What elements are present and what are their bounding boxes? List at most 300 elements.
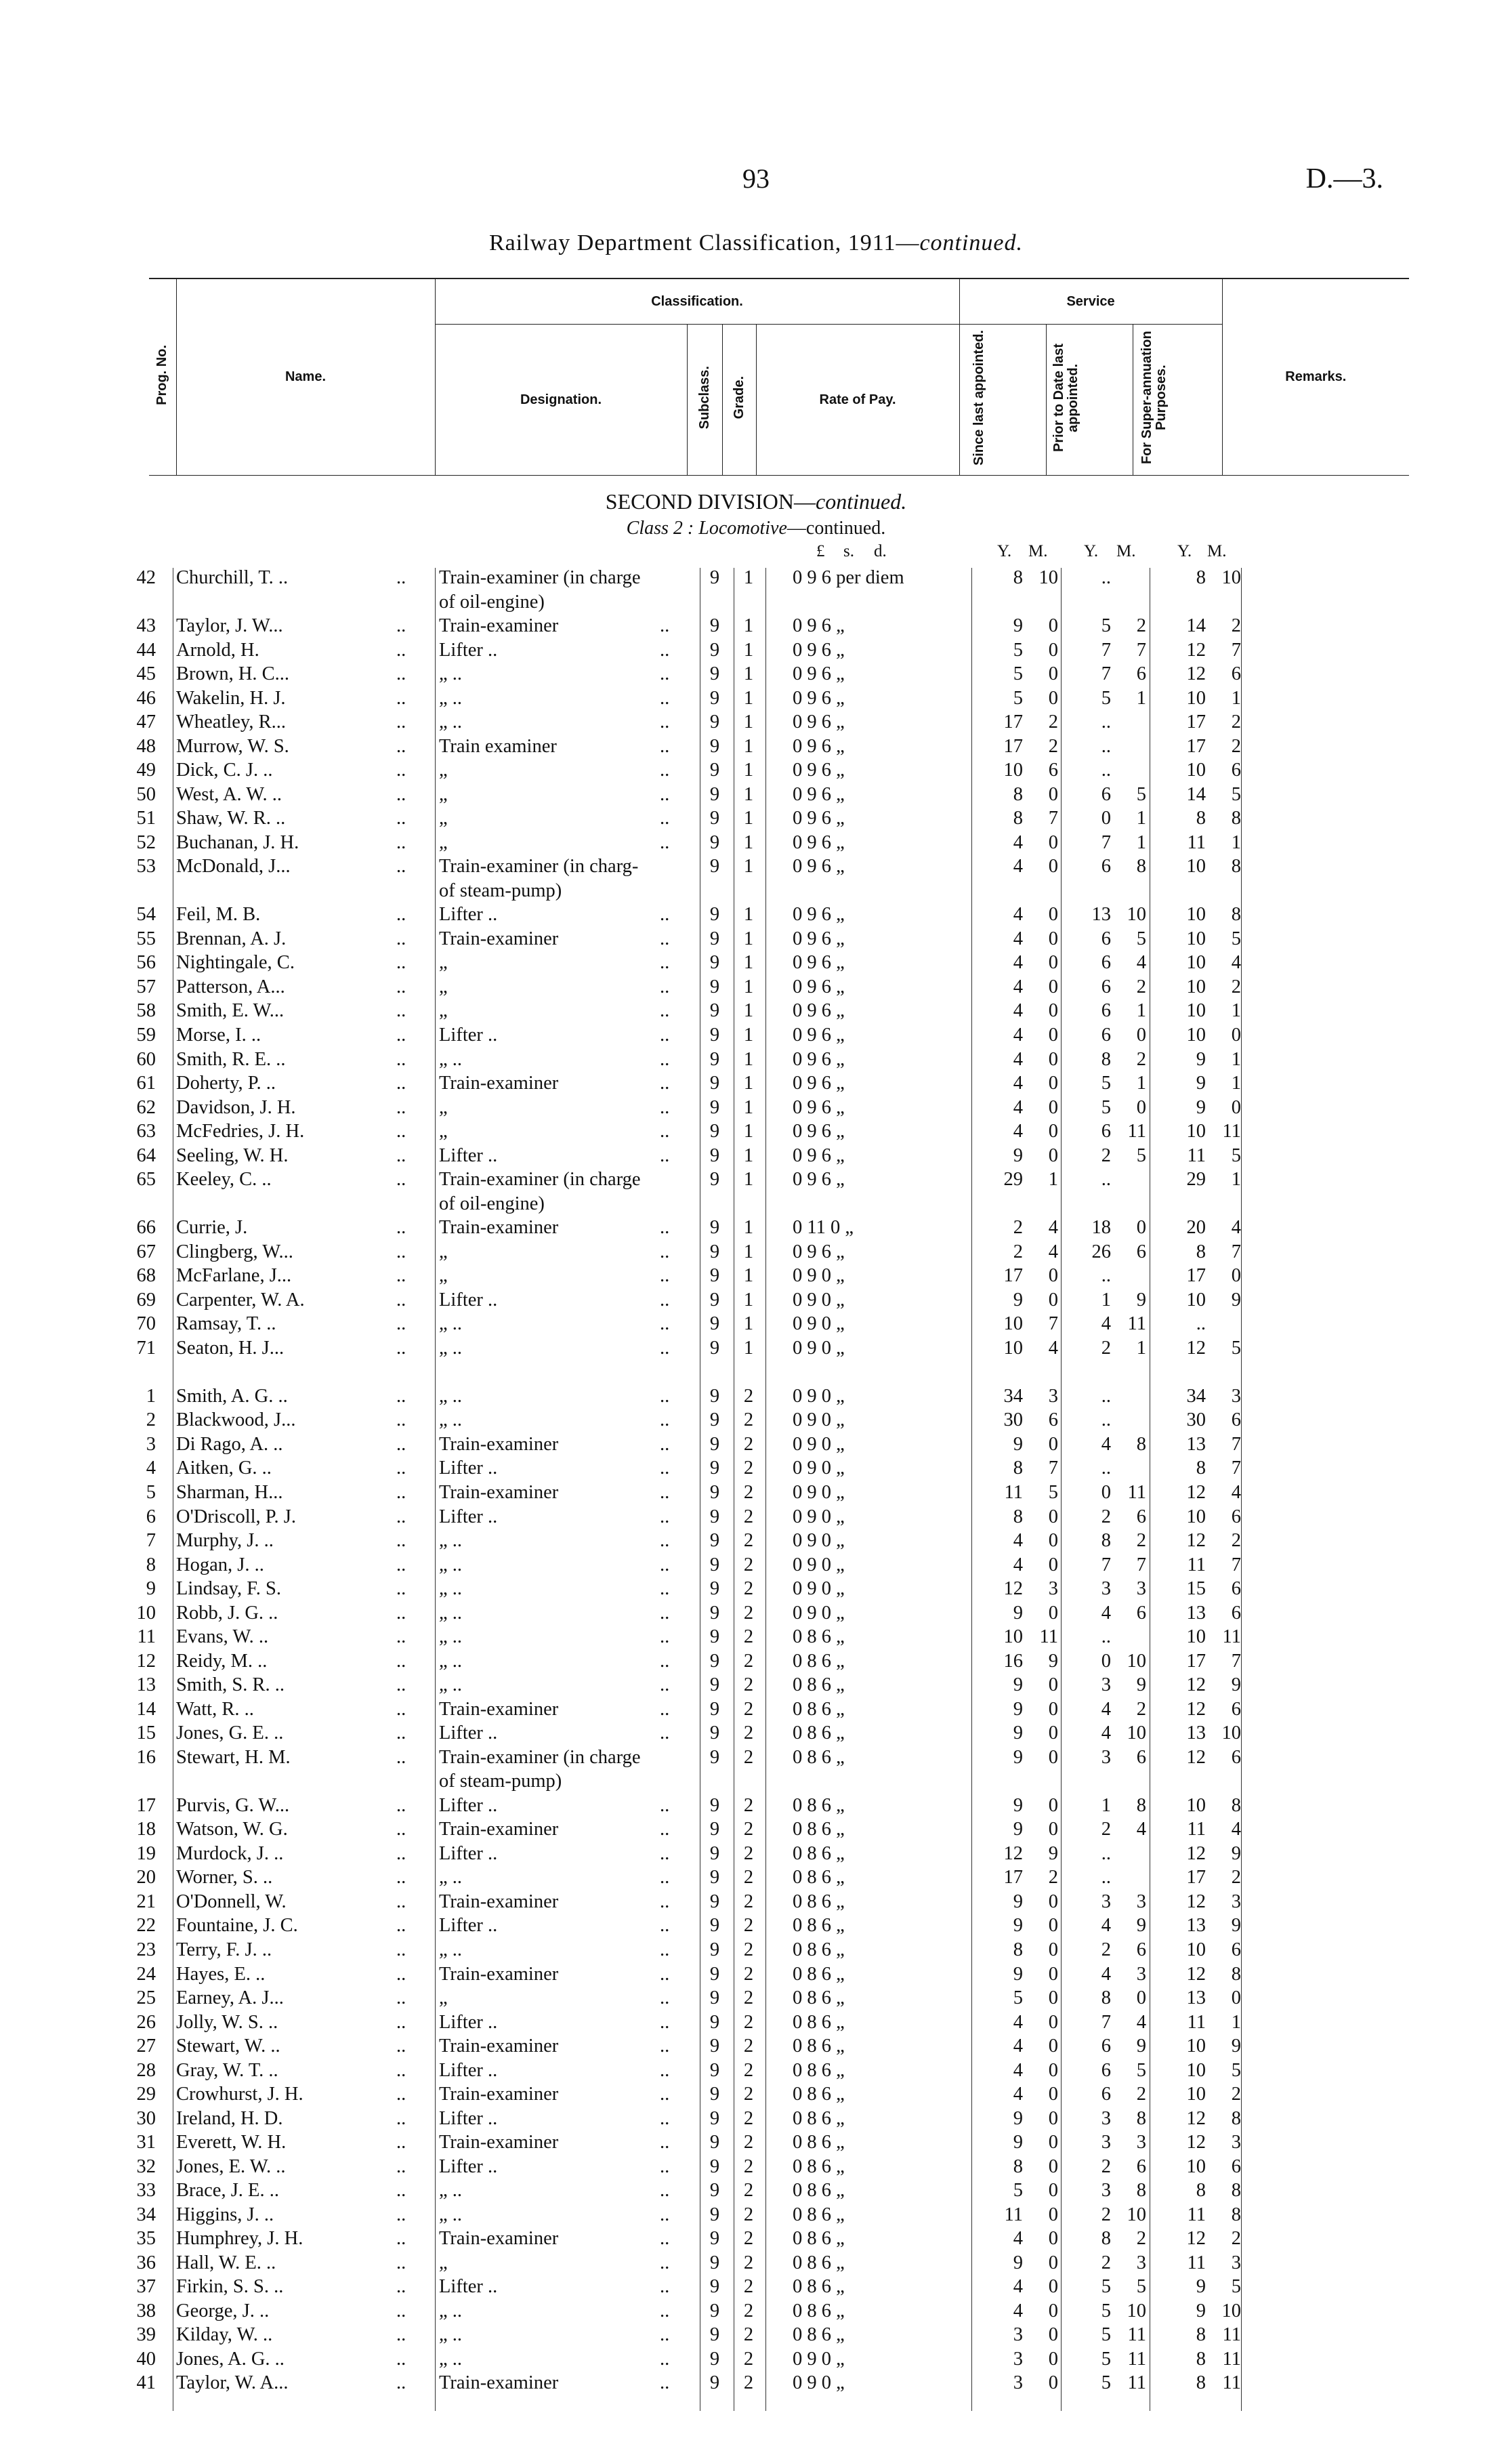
prog-no: 57: [136, 976, 156, 997]
prior-months: 1: [1136, 1073, 1146, 1094]
prog-no: 61: [136, 1073, 156, 1094]
rate-of-pay: 0 8 6 „: [793, 1794, 845, 1816]
grade: 2: [743, 2084, 754, 2105]
name-leader: ..: [396, 2300, 406, 2321]
super-years: 12: [1186, 2107, 1206, 2129]
super-years: 13: [1186, 1915, 1206, 1937]
since-years: 3: [1013, 2372, 1023, 2394]
employee-name: Hayes, E. ..: [176, 1963, 266, 1985]
since-years: 4: [1013, 2036, 1023, 2057]
since-years: 9: [1013, 1819, 1023, 1840]
employee-name: Dick, C. J. ..: [176, 760, 273, 781]
designation: Train-examiner (in charge: [439, 567, 641, 588]
prior-months: 10: [1127, 2300, 1146, 2321]
since-years: 29: [1003, 1169, 1023, 1191]
prior-months: 10: [1127, 1650, 1146, 1672]
prior-years: ..: [1101, 735, 1111, 757]
prog-no: 38: [136, 2300, 156, 2321]
grade: 2: [743, 2036, 754, 2057]
prior-months: 8: [1136, 1433, 1146, 1455]
designation: „ ..: [439, 1626, 463, 1648]
rate-of-pay: 0 9 6 „: [793, 808, 845, 829]
designation-leader: ..: [660, 760, 670, 781]
designation: „: [439, 760, 448, 781]
employee-name: Feil, M. B.: [176, 904, 261, 926]
since-months: 0: [1048, 904, 1058, 926]
super-months: 4: [1231, 1482, 1241, 1503]
employee-name: Firkin, S. S. ..: [176, 2276, 284, 2298]
designation: „ ..: [439, 1867, 463, 1888]
designation: Train-examiner: [439, 1963, 559, 1985]
super-months: 4: [1231, 1217, 1241, 1239]
subclass: 9: [709, 1265, 720, 1287]
header-rate-of-pay: Rate of Pay.: [756, 325, 959, 476]
super-years: 13: [1186, 1722, 1206, 1744]
designation: Train examiner: [439, 735, 557, 757]
unit-months-since: M.: [1028, 542, 1048, 560]
prog-no: 35: [136, 2228, 156, 2250]
prog-no: 39: [136, 2324, 156, 2346]
designation-leader: ..: [660, 2107, 670, 2129]
prior-years: 8: [1101, 1048, 1111, 1070]
designation: „ ..: [439, 663, 463, 685]
designation-leader: ..: [660, 1385, 670, 1407]
prior-years: 8: [1101, 1987, 1111, 2009]
since-years: 9: [1013, 1674, 1023, 1696]
prior-months: 0: [1136, 1025, 1146, 1046]
prior-years: 13: [1091, 904, 1111, 926]
grade: 2: [743, 1506, 754, 1527]
designation-leader: ..: [660, 928, 670, 949]
prog-no: 56: [136, 952, 156, 974]
name-leader: ..: [396, 2155, 406, 2177]
grade: 2: [743, 1458, 754, 1479]
prior-years: 4: [1101, 1313, 1111, 1335]
grade: 2: [743, 2348, 754, 2370]
name-leader: ..: [396, 1915, 406, 1937]
grade: 1: [743, 1241, 754, 1262]
since-months: 0: [1048, 2276, 1058, 2298]
designation-leader: ..: [660, 615, 670, 637]
super-months: 6: [1231, 1602, 1241, 1624]
designation-leader: ..: [660, 1025, 670, 1046]
grade: 2: [743, 1554, 754, 1575]
prior-months: 2: [1136, 2084, 1146, 2105]
designation-leader: ..: [660, 1000, 670, 1022]
since-months: 0: [1048, 1506, 1058, 1527]
designation: „ ..: [439, 1554, 463, 1575]
super-years: 12: [1186, 1482, 1206, 1503]
subclass: 9: [709, 1000, 720, 1022]
designation: „ ..: [439, 1313, 463, 1335]
grade: 1: [743, 1144, 754, 1166]
since-months: 2: [1048, 711, 1058, 733]
designation: Lifter ..: [439, 1144, 498, 1166]
designation-leader: ..: [660, 1289, 670, 1310]
subclass: 9: [709, 2252, 720, 2273]
subclass: 9: [709, 2180, 720, 2202]
super-months: 0: [1231, 1096, 1241, 1118]
designation: Train-examiner (in charg-: [439, 856, 639, 878]
since-months: 0: [1048, 1073, 1058, 1094]
super-months: 5: [1231, 1144, 1241, 1166]
designation: Train-examiner: [439, 2132, 559, 2153]
rate-of-pay: 0 8 6 „: [793, 1698, 845, 1720]
name-leader: ..: [396, 1458, 406, 1479]
prior-months: 11: [1127, 2372, 1146, 2394]
rate-of-pay: 0 9 6 „: [793, 711, 845, 733]
super-years: 10: [1186, 1939, 1206, 1960]
prog-no: 17: [136, 1794, 156, 1816]
designation-leader: ..: [660, 2059, 670, 2081]
super-years: 15: [1186, 1578, 1206, 1600]
super-years: 9: [1196, 2300, 1206, 2321]
super-months: 7: [1231, 1241, 1241, 1262]
subclass: 9: [709, 1530, 720, 1552]
designation-leader: ..: [660, 1842, 670, 1864]
designation: „: [439, 1121, 448, 1142]
subclass: 9: [709, 615, 720, 637]
since-months: 0: [1048, 1939, 1058, 1960]
rate-of-pay: 0 9 6 „: [793, 952, 845, 974]
employee-name: Murphy, J. ..: [176, 1530, 274, 1552]
super-months: 5: [1231, 783, 1241, 805]
designation-leader: ..: [660, 831, 670, 853]
super-years: 11: [1187, 1554, 1206, 1575]
super-years: 12: [1186, 1963, 1206, 1985]
employee-name: Smith, R. E. ..: [176, 1048, 286, 1070]
super-months: 3: [1231, 2252, 1241, 2273]
prior-years: ..: [1101, 1385, 1111, 1407]
since-years: 9: [1013, 1602, 1023, 1624]
prog-no: 16: [136, 1746, 156, 1768]
super-years: 12: [1186, 639, 1206, 661]
header-subclass: Subclass.: [687, 325, 722, 476]
super-years: 29: [1186, 1169, 1206, 1191]
employee-name: Worner, S. ..: [176, 1867, 273, 1888]
since-months: 2: [1048, 735, 1058, 757]
prog-no: 20: [136, 1867, 156, 1888]
prior-years: ..: [1101, 1169, 1111, 1191]
name-leader: ..: [396, 1433, 406, 1455]
designation: Lifter ..: [439, 1842, 498, 1864]
designation-leader: ..: [660, 1963, 670, 1985]
name-leader: ..: [396, 1289, 406, 1310]
name-leader: ..: [396, 1554, 406, 1575]
prior-months: 11: [1127, 1121, 1146, 1142]
subclass: 9: [709, 2084, 720, 2105]
rate-of-pay: 0 9 0 „: [793, 1458, 845, 1479]
since-years: 9: [1013, 1963, 1023, 1985]
subclass: 9: [709, 928, 720, 949]
super-months: 0: [1231, 1265, 1241, 1287]
rate-of-pay: 0 8 6 „: [793, 2155, 845, 2177]
super-years: 13: [1186, 1987, 1206, 2009]
since-years: 9: [1013, 2132, 1023, 2153]
since-months: 0: [1048, 976, 1058, 997]
since-years: 8: [1013, 783, 1023, 805]
name-leader: ..: [396, 1096, 406, 1118]
name-leader: ..: [396, 856, 406, 878]
prior-years: 6: [1101, 952, 1111, 974]
grade: 2: [743, 1650, 754, 1672]
subclass: 9: [709, 1915, 720, 1937]
prior-months: 2: [1136, 1530, 1146, 1552]
prior-years: 1: [1101, 1289, 1111, 1310]
designation: Lifter ..: [439, 1794, 498, 1816]
designation-leader: ..: [660, 1867, 670, 1888]
super-months: 11: [1222, 1626, 1241, 1648]
designation: Lifter ..: [439, 1025, 498, 1046]
designation: „ ..: [439, 687, 463, 709]
grade: 2: [743, 2132, 754, 2153]
rate-of-pay: 0 9 6 „: [793, 735, 845, 757]
prog-no: 6: [146, 1506, 156, 1527]
designation: „ ..: [439, 2324, 463, 2346]
name-leader: ..: [396, 1482, 406, 1503]
header-classification: Classification.: [435, 278, 959, 325]
prior-months: 10: [1127, 1722, 1146, 1744]
prior-years: 4: [1101, 1433, 1111, 1455]
designation: „ ..: [439, 1939, 463, 1960]
designation: „: [439, 831, 448, 853]
super-years: 12: [1186, 1337, 1206, 1359]
designation: Train-examiner: [439, 1073, 559, 1094]
employee-name: McFarlane, J...: [176, 1265, 292, 1287]
super-months: 8: [1231, 2180, 1241, 2202]
grade: 2: [743, 1385, 754, 1407]
since-months: 0: [1048, 2372, 1058, 2394]
name-leader: ..: [396, 2011, 406, 2033]
prog-no: 5: [146, 1482, 156, 1503]
designation-leader: ..: [660, 1458, 670, 1479]
prog-no: 70: [136, 1313, 156, 1335]
prog-no: 31: [136, 2132, 156, 2153]
prog-no: 21: [136, 1891, 156, 1912]
employee-name: McFedries, J. H.: [176, 1121, 305, 1142]
unit-years-super: Y.: [1177, 542, 1192, 560]
super-months: 1: [1231, 687, 1241, 709]
since-years: 8: [1013, 2155, 1023, 2177]
super-years: 17: [1186, 711, 1206, 733]
subclass: 9: [709, 1169, 720, 1191]
name-leader: ..: [396, 1337, 406, 1359]
since-months: 0: [1048, 952, 1058, 974]
since-years: 17: [1003, 1265, 1023, 1287]
prior-months: 10: [1127, 904, 1146, 926]
prior-months: 1: [1136, 831, 1146, 853]
employee-name: Jolly, W. S. ..: [176, 2011, 278, 2033]
since-months: 9: [1048, 1842, 1058, 1864]
subclass: 9: [709, 1722, 720, 1744]
prog-no: 12: [136, 1650, 156, 1672]
since-months: 1: [1048, 1169, 1058, 1191]
rate-of-pay: 0 9 6 „: [793, 1121, 845, 1142]
unit-years-prior: Y.: [1084, 542, 1099, 560]
employee-name: Clingberg, W...: [176, 1241, 293, 1262]
super-years: 12: [1186, 2132, 1206, 2153]
designation-leader: ..: [660, 1144, 670, 1166]
name-leader: ..: [396, 1987, 406, 2009]
employee-name: Seaton, H. J...: [176, 1337, 285, 1359]
designation: Train-examiner: [439, 2228, 559, 2250]
prior-years: 2: [1101, 2155, 1111, 2177]
super-years: 8: [1196, 2372, 1206, 2394]
super-months: 5: [1231, 928, 1241, 949]
rate-of-pay: 0 8 6 „: [793, 1891, 845, 1912]
designation-leader: ..: [660, 2036, 670, 2057]
since-years: 30: [1003, 1409, 1023, 1431]
subclass: 9: [709, 783, 720, 805]
subclass: 9: [709, 2372, 720, 2394]
prior-months: 7: [1136, 639, 1146, 661]
since-months: 7: [1048, 808, 1058, 829]
subclass: 9: [709, 1506, 720, 1527]
prior-years: 3: [1101, 2107, 1111, 2129]
rate-of-pay: 0 9 0 „: [793, 1337, 845, 1359]
subclass: 9: [709, 904, 720, 926]
designation-leader: ..: [660, 663, 670, 685]
prior-years: 26: [1091, 1241, 1111, 1262]
designation-leader: ..: [660, 1554, 670, 1575]
since-years: 9: [1013, 1433, 1023, 1455]
prior-months: 7: [1136, 1554, 1146, 1575]
designation-leader: ..: [660, 2084, 670, 2105]
name-leader: ..: [396, 1313, 406, 1335]
since-years: 4: [1013, 952, 1023, 974]
name-leader: ..: [396, 2348, 406, 2370]
prior-years: 5: [1101, 2324, 1111, 2346]
prior-months: 8: [1136, 1794, 1146, 1816]
subclass: 9: [709, 567, 720, 588]
designation: Train-examiner: [439, 2036, 559, 2057]
prior-years: 4: [1101, 1915, 1111, 1937]
super-years: 13: [1186, 1433, 1206, 1455]
super-months: 8: [1231, 1794, 1241, 1816]
prior-months: 3: [1136, 1963, 1146, 1985]
rate-of-pay: 0 8 6 „: [793, 2300, 845, 2321]
super-years: 10: [1186, 2036, 1206, 2057]
prog-no: 49: [136, 760, 156, 781]
designation-leader: ..: [660, 1073, 670, 1094]
prog-no: 10: [136, 1602, 156, 1624]
employee-name: Jones, E. W. ..: [176, 2155, 286, 2177]
name-leader: ..: [396, 1626, 406, 1648]
name-leader: ..: [396, 760, 406, 781]
employee-name: Murdock, J. ..: [176, 1842, 284, 1864]
grade: 1: [743, 928, 754, 949]
designation: Lifter ..: [439, 639, 498, 661]
designation-leader: ..: [660, 1578, 670, 1600]
super-months: 2: [1231, 2084, 1241, 2105]
super-years: 20: [1186, 1217, 1206, 1239]
prior-months: 8: [1136, 856, 1146, 878]
employee-name: West, A. W. ..: [176, 783, 282, 805]
prog-no: 14: [136, 1698, 156, 1720]
unit-pounds: £: [816, 542, 825, 560]
rate-of-pay: 0 9 0 „: [793, 1289, 845, 1310]
prog-no: 68: [136, 1265, 156, 1287]
since-years: 10: [1003, 760, 1023, 781]
since-years: 11: [1004, 2204, 1023, 2225]
rate-of-pay: 0 9 6 „: [793, 928, 845, 949]
subclass: 9: [709, 976, 720, 997]
column-rule: [971, 568, 972, 2411]
employee-name: Humphrey, J. H.: [176, 2228, 303, 2250]
employee-name: Watson, W. G.: [176, 1819, 288, 1840]
designation-leader: ..: [660, 976, 670, 997]
prior-years: 2: [1101, 2204, 1111, 2225]
prior-years: 0: [1101, 808, 1111, 829]
designation-leader: ..: [660, 1794, 670, 1816]
employee-name: Terry, F. J. ..: [176, 1939, 272, 1960]
super-months: 1: [1231, 1048, 1241, 1070]
name-leader: ..: [396, 711, 406, 733]
grade: 2: [743, 1891, 754, 1912]
prog-no: 27: [136, 2036, 156, 2057]
prior-years: 4: [1101, 1698, 1111, 1720]
prog-no: 8: [146, 1554, 156, 1575]
grade: 2: [743, 2276, 754, 2298]
prog-no: 45: [136, 663, 156, 685]
since-months: 0: [1048, 1722, 1058, 1744]
super-months: 11: [1222, 2372, 1241, 2394]
since-months: 0: [1048, 687, 1058, 709]
employee-name: Patterson, A...: [176, 976, 285, 997]
rate-of-pay: 0 9 0 „: [793, 1530, 845, 1552]
super-years: 14: [1186, 615, 1206, 637]
designation: „: [439, 2252, 448, 2273]
super-months: 1: [1231, 1169, 1241, 1191]
prior-years: 4: [1101, 1963, 1111, 1985]
subclass: 9: [709, 2348, 720, 2370]
prior-months: 5: [1136, 928, 1146, 949]
super-months: 9: [1231, 1915, 1241, 1937]
name-leader: ..: [396, 1385, 406, 1407]
designation-leader: ..: [660, 1819, 670, 1840]
super-years: 10: [1186, 1626, 1206, 1648]
employee-name: Nightingale, C.: [176, 952, 295, 974]
name-leader: ..: [396, 808, 406, 829]
designation: Lifter ..: [439, 2011, 498, 2033]
name-leader: ..: [396, 2132, 406, 2153]
since-months: 0: [1048, 1698, 1058, 1720]
prior-months: 1: [1136, 687, 1146, 709]
prior-years: 8: [1101, 2228, 1111, 2250]
employee-name: Hogan, J. ..: [176, 1554, 264, 1575]
designation-leader: ..: [660, 1337, 670, 1359]
prior-years: 4: [1101, 1602, 1111, 1624]
since-years: 4: [1013, 1025, 1023, 1046]
super-years: 9: [1196, 1096, 1206, 1118]
column-rule: [1061, 568, 1062, 2411]
subclass: 9: [709, 663, 720, 685]
name-leader: ..: [396, 1819, 406, 1840]
super-years: 11: [1187, 831, 1206, 853]
designation: „ ..: [439, 2348, 463, 2370]
rate-of-pay: 0 8 6 „: [793, 2084, 845, 2105]
column-rule: [435, 568, 436, 2411]
prior-years: 2: [1101, 1819, 1111, 1840]
designation: „: [439, 952, 448, 974]
super-months: 2: [1231, 711, 1241, 733]
prior-years: 6: [1101, 2059, 1111, 2081]
prog-no: 59: [136, 1025, 156, 1046]
since-years: 9: [1013, 1698, 1023, 1720]
prior-months: 8: [1136, 2107, 1146, 2129]
prior-years: 6: [1101, 976, 1111, 997]
prog-no: 71: [136, 1337, 156, 1359]
